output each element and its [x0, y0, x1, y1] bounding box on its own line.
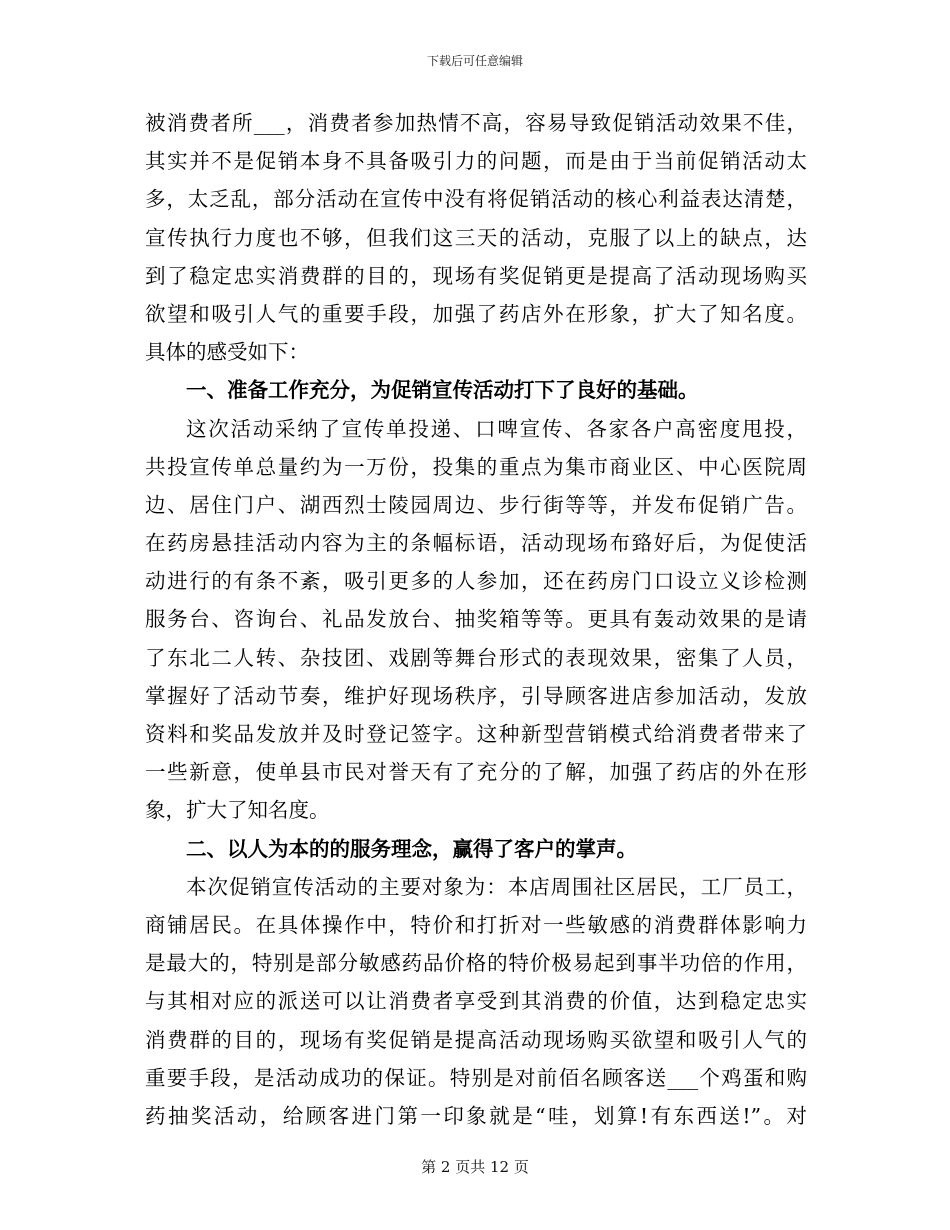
text-line: 掌握好了活动节奏，维护好现场秩序，引导顾客进店参加活动，发放 — [145, 683, 807, 708]
text-line: 一些新意，使单县市民对誉天有了充分的了解，加强了药店的外在形 — [145, 760, 807, 785]
page-footer: 第 2 页共 12 页 — [421, 1158, 529, 1176]
text-line: 象，扩大了知名度。 — [145, 798, 330, 823]
text-line: 具体的感受如下： — [145, 340, 309, 365]
text-line: 这次活动采纳了宣传单投递、口啤宣传、各家各户高密度甩投， — [186, 416, 807, 441]
text-line: 资料和奖品发放并及时登记签字。这种新型营销模式给消费者带来了 — [145, 722, 807, 746]
text-line: 与其相对应的派送可以让消费者享受到其消费的价值，达到稳定忠实 — [145, 989, 807, 1014]
section-heading: 一、准备工作充分，为促销宣传活动打下了良好的基础。 — [186, 378, 699, 403]
text-line: 其实并不是促销本身不具备吸引力的问题，而是由于当前促销活动太 — [145, 149, 807, 174]
text-line: 多，太乏乱，部分活动在宣传中没有将促销活动的核心利益表达清楚， — [145, 187, 807, 212]
text-line: 到了稳定忠实消费群的目的，现场有奖促销更是提高了活动现场购买 — [145, 263, 807, 288]
page-header: 下载后可任意编辑 — [426, 54, 523, 68]
text-line: 边、居住门户、湖西烈士陵园周边、步行街等等，并发布促销广告。 — [145, 492, 807, 517]
text-line: 欲望和吸引人气的重要手段，加强了药店外在形象，扩大了知名度。 — [145, 301, 807, 326]
text-line: 药抽奖活动，给顾客进门第一印象就是“哇，划算!有东西送!”。对 — [145, 1103, 807, 1128]
text-line: 在药房悬挂活动内容为主的条幅标语，活动现场布臵好后，为促使活 — [145, 531, 807, 556]
text-line: 本次促销宣传活动的主要对象为：本店周围社区居民，工厂员工， — [186, 874, 807, 899]
text-line: 消费群的目的，现场有奖促销是提高活动现场购买欲望和吸引人气的 — [145, 1027, 807, 1052]
text-line: 是最大的，特别是部分敏感药品价格的特价极易起到事半功倍的作用， — [145, 951, 807, 976]
section-heading: 二、以人为本的的服务理念，赢得了客户的掌声。 — [186, 836, 637, 861]
text-line: 动进行的有条不紊，吸引更多的人参加，还在药房门口设立义诊检测 — [145, 569, 807, 594]
text-line: 了东北二人转、杂技团、戏剧等舞台形式的表现效果，密集了人员， — [145, 645, 807, 670]
text-line: 服务台、咨询台、礼品发放台、抽奖箱等等。更具有轰动效果的是请 — [145, 607, 807, 632]
text-line: 重要手段，是活动成功的保证。特别是对前佰名顾客送___个鸡蛋和购 — [145, 1065, 807, 1090]
text-line: 商铺居民。在具体操作中，特价和打折对一些敏感的消费群体影响力 — [145, 912, 807, 937]
text-line: 宣传执行力度也不够，但我们这三天的活动，克服了以上的缺点，达 — [145, 225, 807, 250]
text-line: 共投宣传单总量约为一万份，投集的重点为集市商业区、中心医院周 — [145, 454, 807, 479]
document-body — [145, 104, 807, 1135]
text-line: 被消费者所___，消费者参加热情不高，容易导致促销活动效果不佳， — [145, 111, 807, 135]
